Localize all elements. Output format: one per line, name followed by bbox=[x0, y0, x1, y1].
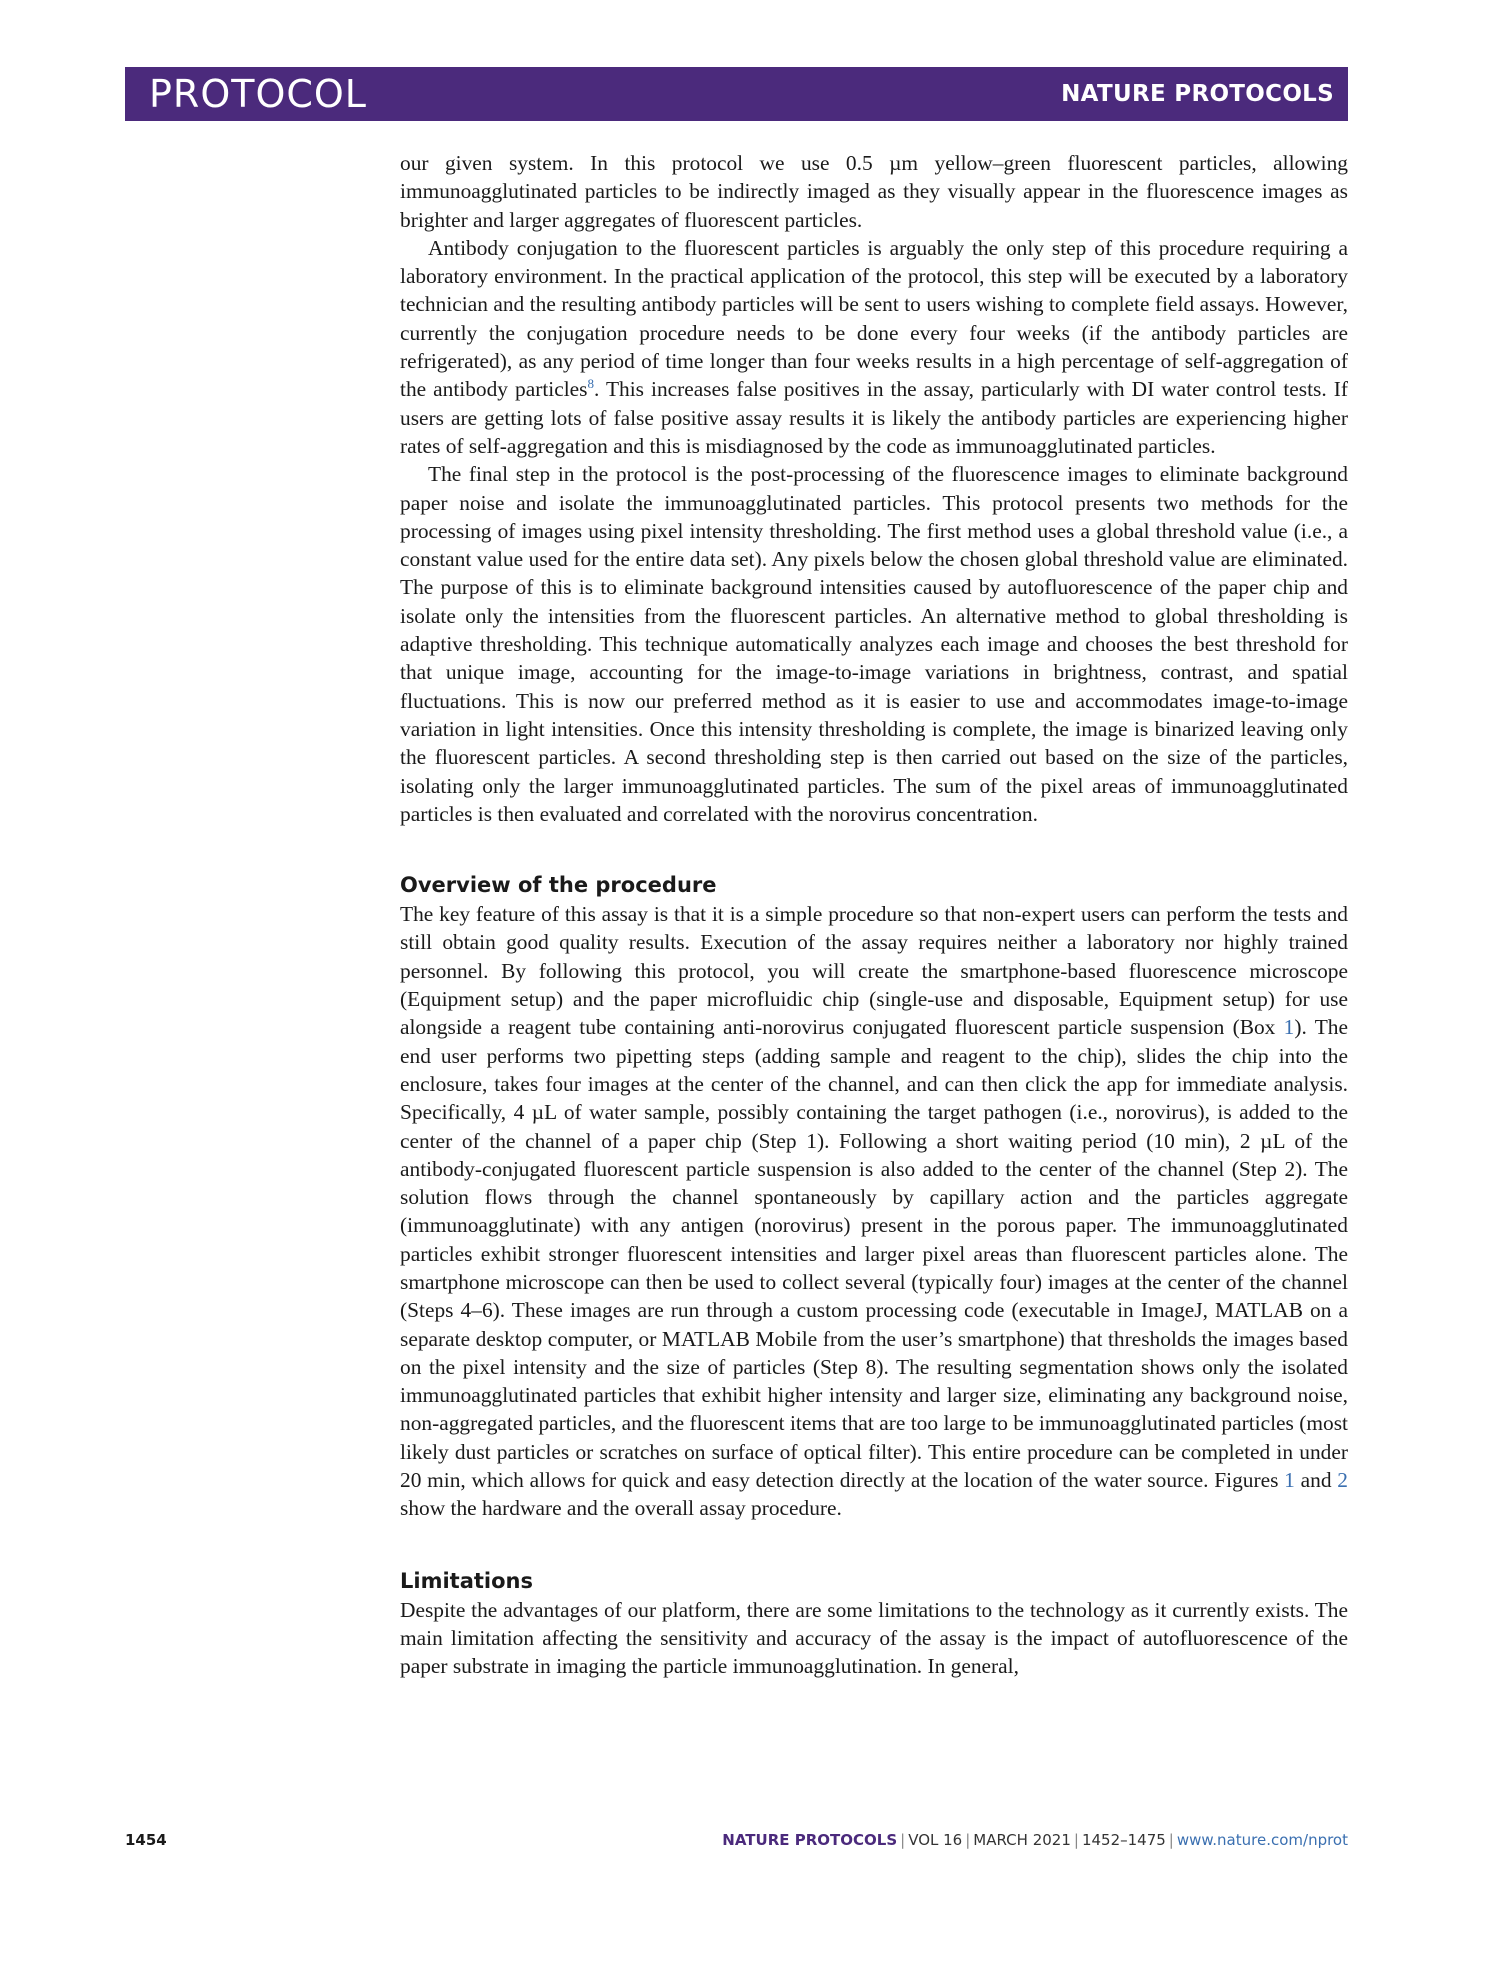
footer-volume: VOL 16 bbox=[908, 1831, 963, 1849]
paragraph-2 bbox=[400, 234, 1348, 460]
section-label: PROTOCOL bbox=[149, 72, 367, 116]
figure-2-link[interactable]: 2 bbox=[1337, 1468, 1348, 1493]
box-1-link[interactable]: 1 bbox=[1283, 1015, 1295, 1040]
overview-text-2: ). The end user performs two pipetting steps (adding sample and reagent to the chip), slides the chip into the enclosure, takes four images at the center of the channel, and can then click the app for immediate analysis. Specifically, 4 µL of water sample, possibly containing the target pathogen (i.e., norovirus), is added to the center of the channel of a paper chip (Step 1). Following a short waiting period (10 min), 2 µL of the antibody-conjugated fluorescent particle suspension is also added to the center of the channel (Step 2). The solution flows through the channel spontaneously by capillary action and the particles aggregate (immunoagglutinate) with any antigen (norovirus) present in the porous paper. The immunoagglutinated particles exhibit stronger fluorescent intensities and larger pixel areas than fluorescent particles alone. The smartphone microscope can then be used to collect several (typically four) images at the center of the channel (Steps 4–6). These images are run through a custom processing code (executable in ImageJ, MATLAB on a separate desktop computer, or MATLAB Mobile from the user’s smartphone) that thresholds the images based on the pixel intensity and the size of particles (Step 8). The resulting segmentation shows only the isolated immunoagglutinated particles that exhibit higher intensity and larger size, eliminating any background noise, non-aggregated particles, and the fluorescent items that are too large to be immunoagglutinated particles (most likely dust particles or scratches on surface of optical filter). This entire procedure can be completed in under 20 min, which allows for quick and easy detection directly at the location of the water source. Figures bbox=[400, 1015, 1348, 1493]
overview-text-1: The key feature of this assay is that it is a simple procedure so that non-expert users can perform the tests and still obtain good quality results. Execution of the assay requires neither a laboratory nor highly trained personnel. By following this protocol, you will create the smartphone-based fluorescence microscope (Equipment setup) and the paper microfluidic chip (single-use and disposable, Equipment setup) for use alongside a reagent tube containing anti-norovirus conjugated fluorescent particle suspension (Box bbox=[400, 902, 1348, 1040]
footer-separator: | bbox=[1073, 1831, 1079, 1849]
footer-date: MARCH 2021 bbox=[973, 1831, 1071, 1849]
article-body bbox=[400, 149, 1348, 1681]
paragraph-1: our given system. In this protocol we use 0.5 µm yellow–green fluorescent particles, allowing immunoagglutinated particles to be indirectly imaged as they visually appear in the fluorescence images as brighter and larger aggregates of fluorescent particles. bbox=[400, 151, 1348, 232]
footer-journal: NATURE PROTOCOLS bbox=[722, 1831, 898, 1849]
paragraph-2-text-a: Antibody conjugation to the fluorescent particles is arguably the only step of this procedure requiring a laboratory environment. In the practical application of the protocol, this step will be executed by a laboratory technician and the resulting antibody particles will be sent to users wishing to complete field assays. However, currently the conjugation procedure needs to be done every four weeks (if the antibody particles are refrigerated), as any period of time longer than four weeks results in a high percentage of self-aggregation of the antibody particles bbox=[400, 235, 1348, 402]
journal-label: NATURE PROTOCOLS bbox=[1061, 81, 1334, 107]
paragraph-3: The final step in the protocol is the post-processing of the fluorescence images to eliminate background paper noise and isolate the immunoagglutinated particles. This protocol presents two methods for the processing of images using pixel intensity thresholding. The first method uses a global threshold value (i.e., a constant value used for the entire data set). Any pixels below the chosen global threshold value are eliminated. The purpose of this is to eliminate background intensities caused by autofluorescence of the paper chip and isolate only the intensities from the fluorescent particles. An alternative method to global thresholding is adaptive thresholding. This technique automatically analyzes each image and chooses the best threshold for that unique image, accounting for the image-to-image variations in brightness, contrast, and spatial fluctuations. This is now our preferred method as it is easier to use and accommodates image-to-image variation in light intensities. Once this intensity thresholding is complete, the image is binarized leaving only the fluorescent particles. A second thresholding step is then carried out based on the size of the particles, isolating only the larger immunoagglutinated particles. The sum of the pixel areas of immunoagglutinated particles is then evaluated and correlated with the norovirus concentration. bbox=[400, 462, 1348, 826]
footer-separator: | bbox=[965, 1831, 971, 1849]
figure-1-link[interactable]: 1 bbox=[1284, 1468, 1295, 1493]
paragraph-2-text-b: . This increases false positives in the assay, particularly with DI water control tests. If users are getting lots of false positive assay results it is likely the antibody particles are experiencing higher rates of self-aggregation and this is misdiagnosed by the code as immunoagglutinated particles. bbox=[400, 377, 1348, 458]
footer-pages: 1452–1475 bbox=[1081, 1831, 1166, 1849]
footer-citation bbox=[722, 1831, 1348, 1849]
overview-paragraph bbox=[400, 900, 1348, 1523]
overview-text-3: and bbox=[1294, 1468, 1338, 1493]
reference-8-link[interactable]: 8 bbox=[587, 376, 594, 392]
overview-heading: Overview of the procedure bbox=[400, 873, 717, 898]
header-banner bbox=[125, 67, 1348, 121]
limitations-heading: Limitations bbox=[400, 1568, 533, 1593]
page-number: 1454 bbox=[125, 1831, 167, 1849]
footer-separator: | bbox=[900, 1831, 906, 1849]
footer-separator: | bbox=[1168, 1831, 1174, 1849]
overview-text-4: show the hardware and the overall assay procedure. bbox=[400, 1496, 842, 1521]
footer-url-link[interactable]: www.nature.com/nprot bbox=[1176, 1831, 1348, 1849]
limitations-paragraph: Despite the advantages of our platform, there are some limitations to the technology as it currently exists. The main limitation affecting the sensitivity and accuracy of the assay is the impact of autofluorescence of the paper substrate in imaging the particle immunoagglutination. In general, bbox=[400, 1597, 1348, 1679]
